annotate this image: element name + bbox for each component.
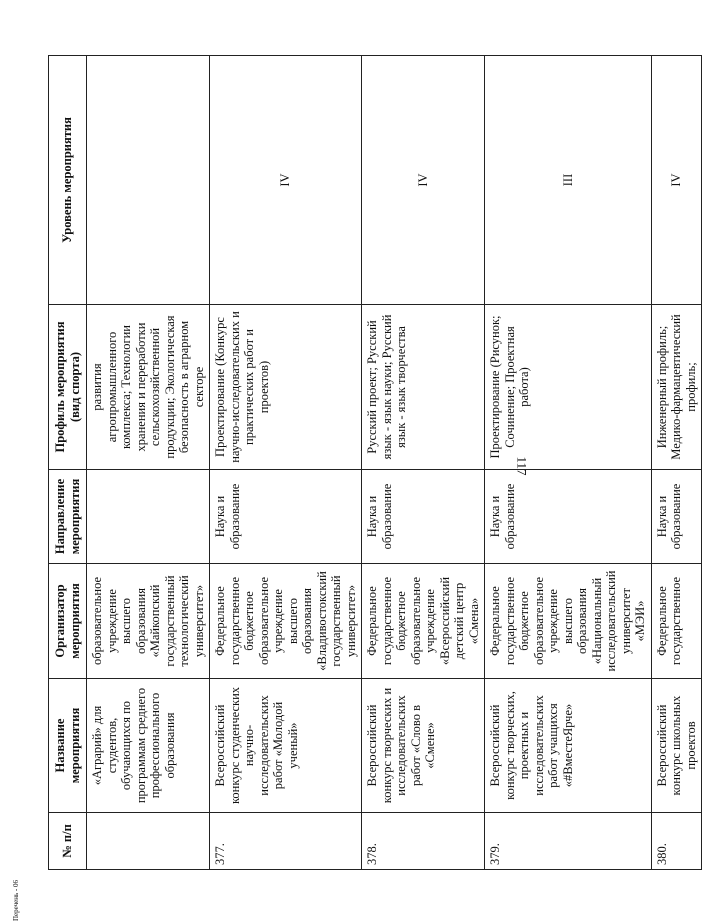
row-direction: Наука и образование — [485, 470, 652, 564]
header-num: № п/п — [49, 813, 87, 870]
row-organizer: Федеральное государственное бюджетное образовательное учреждение «Всероссийский детский центр «Смена» — [362, 564, 485, 679]
events-table — [48, 55, 702, 870]
row-name: Всероссийский конкурс творческих, проектных и исследовательских работ учащихся «#ВместеЯрче» — [485, 679, 652, 813]
header-direction: Направление мероприятия — [49, 470, 87, 564]
row-name: Всероссийский конкурс школьных проектов — [651, 679, 702, 813]
header-organizer: Организатор мероприятия — [49, 564, 87, 679]
table-row — [87, 56, 210, 870]
row-profile: Проектирование (Рисунок; Сочинение; Проектная работа) — [485, 305, 652, 470]
table-row — [651, 56, 702, 870]
row-num: 379. — [485, 813, 652, 870]
footer-text: Перечень - 06 — [12, 880, 20, 921]
row-level: IV — [362, 56, 485, 305]
row-direction — [87, 470, 210, 564]
row-level: IV — [210, 56, 362, 305]
row-organizer: Федеральное государственное бюджетное образовательное учреждение высшего образования «Национальный исследовательский университет «МЭИ» — [485, 564, 652, 679]
table-row — [485, 56, 652, 870]
row-level: III — [485, 56, 652, 305]
row-level — [87, 56, 210, 305]
row-organizer: Федеральное государственное бюджетное образовательное учреждение высшего образования «Владивостокский государственный университет» — [210, 564, 362, 679]
table-header-row — [49, 56, 87, 870]
row-num: 378. — [362, 813, 485, 870]
row-profile: Проектирование (Конкурс научно-исследовательских и практических работ и проектов) — [210, 305, 362, 470]
row-direction: Наука и образование — [210, 470, 362, 564]
row-profile: Инженерный профиль; Медико-фармацевтический профиль; — [651, 305, 702, 470]
row-name: «Аграрий» для студентов, обучающихся по программам среднего профессионального образования — [87, 679, 210, 813]
row-direction: Наука и образование — [362, 470, 485, 564]
header-name: Название мероприятия — [49, 679, 87, 813]
page-number: 117 — [514, 456, 530, 476]
row-level: IV — [651, 56, 702, 305]
table-row — [362, 56, 485, 870]
row-num — [87, 813, 210, 870]
row-num: 377. — [210, 813, 362, 870]
rotated-table-wrapper — [48, 56, 698, 870]
row-name: Всероссийский конкурс творческих и исследовательских работ «Слово в «Смене» — [362, 679, 485, 813]
footer-note — [12, 880, 52, 921]
table-row — [210, 56, 362, 870]
row-organizer: образовательное учреждение высшего образования «Майкопский государственный технологический университет» — [87, 564, 210, 679]
row-num: 380. — [651, 813, 702, 870]
header-level: Уровень мероприятия — [49, 56, 87, 305]
row-name: Всероссийский конкурс студенческих научно-исследовательских работ «Молодой ученый» — [210, 679, 362, 813]
row-direction: Наука и образование — [651, 470, 702, 564]
row-organizer: Федеральное государственное — [651, 564, 702, 679]
row-profile: Русский проект; Русский язык - язык науки; Русский язык - язык творчества — [362, 305, 485, 470]
header-profile: Профиль мероприятия (вид спорта) — [49, 305, 87, 470]
row-profile: развития агропромышленного комплекса; Технологии хранения и переработки сельскохозяйственной продукции; Экологическая безопасность в аграрном секторе — [87, 305, 210, 470]
